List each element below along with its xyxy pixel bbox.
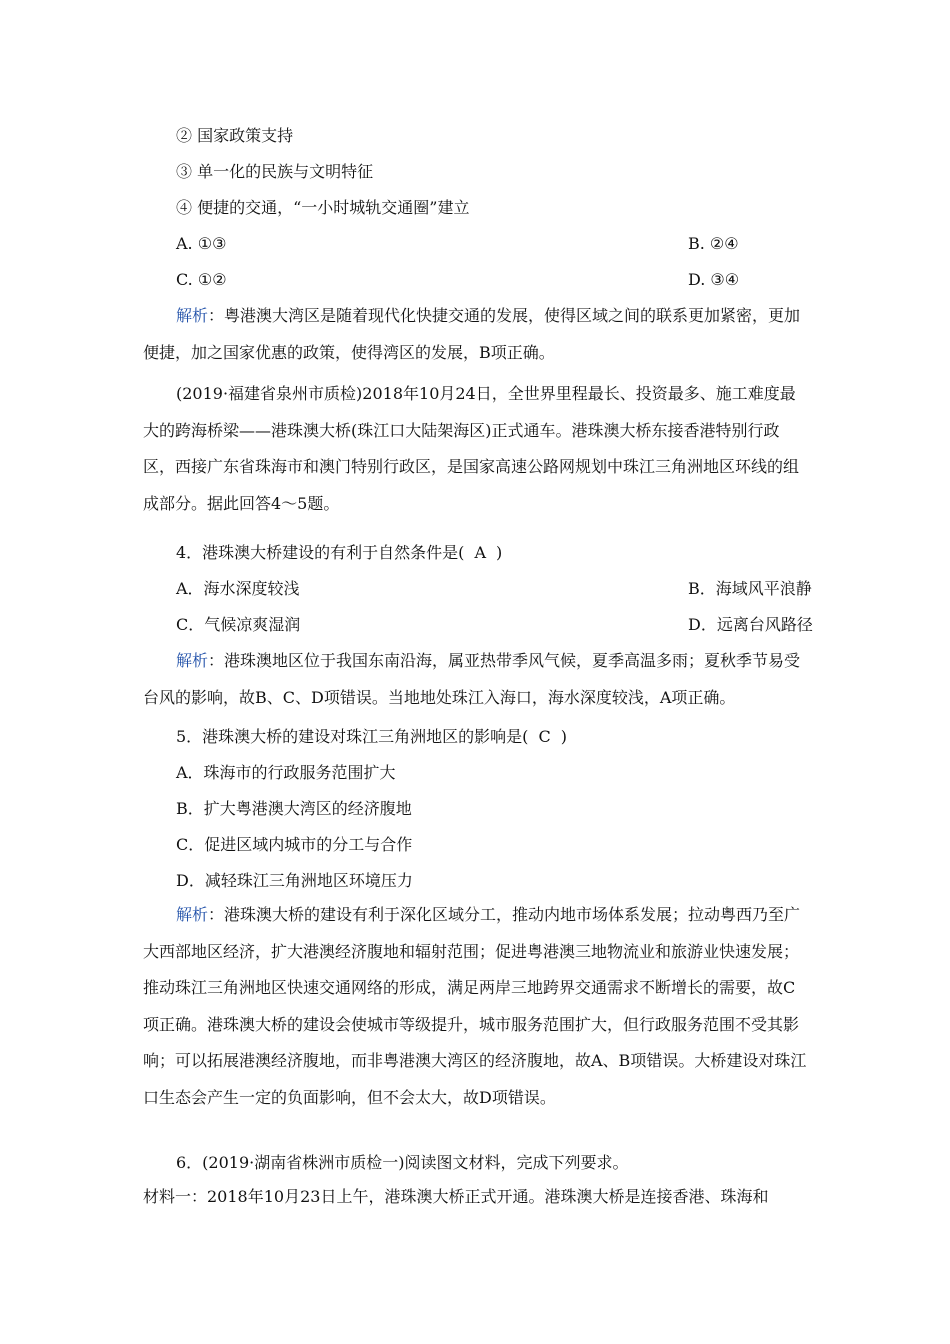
q5-stem-text: 5．港珠澳大桥的建设对珠江三角洲地区的影响是(	[176, 727, 529, 746]
q4-stem	[176, 543, 502, 563]
q5-choice-b: B．扩大粤港澳大湾区的经济腹地	[176, 799, 412, 818]
q5-choice-d: D．减轻珠江三角洲地区环境压力	[176, 871, 413, 890]
q5-stem	[176, 727, 567, 747]
q4-choice-row-2	[176, 615, 813, 635]
analysis-label: 解析	[176, 651, 209, 670]
q4-choice-row-1	[176, 579, 812, 599]
q3-option-3: ③ 单一化的民族与文明特征	[176, 162, 374, 181]
q3-option-2: ② 国家政策支持	[176, 126, 294, 145]
q6-stem: 6．(2019·湖南省株洲市质检一)阅读图文材料，完成下列要求。	[176, 1153, 629, 1172]
q5-answer: C	[538, 727, 551, 746]
q5-choice-a: A．珠海市的行政服务范围扩大	[176, 763, 396, 782]
passage-intro: (2019·福建省泉州市质检)2018年10月24日，全世界里程最长、投资最多、施工难度最大的跨海桥梁——港珠澳大桥(珠江口大陆架海区)正式通车。港珠澳大桥东接香港特别行政区，西接广东省珠海市和澳门特别行政区，是国家高速公路网规划中珠江三角洲地区环线的组成部分。据此回答4～5题。	[143, 384, 800, 513]
q4-choice-d: D．远离台风路径	[688, 615, 813, 634]
q5-stem-end: )	[560, 727, 567, 746]
q5-choice-c: C．促进区域内城市的分工与合作	[176, 835, 413, 854]
q4-answer: A	[474, 543, 486, 562]
analysis-label: 解析	[176, 905, 209, 924]
q4-stem-text: 4．港珠澳大桥建设的有利于自然条件是(	[176, 543, 465, 562]
q4-analysis-text: ：港珠澳地区位于我国东南沿海，属亚热带季风气候，夏季高温多雨；夏秋季节易受台风的影响，故B、C、D项错误。当地地处珠江入海口，海水深度较浅，A项正确。	[143, 651, 801, 707]
q3-choice-b: B. ②④	[688, 234, 739, 253]
q3-choice-row-2	[176, 270, 740, 290]
q6-material-1: 材料一：2018年10月23日上午，港珠澳大桥正式开通。港珠澳大桥是连接香港、珠海和	[143, 1187, 769, 1206]
q4-choice-a: A．海水深度较浅	[176, 579, 300, 598]
q5-analysis-text: ：港珠澳大桥的建设有利于深化区域分工，推动内地市场体系发展；拉动粤西乃至广大西部地区经济，扩大港澳经济腹地和辐射范围；促进粤港澳三地物流业和旅游业快速发展；推动珠江三角洲地区快速交通网络的形成，满足两岸三地跨界交通需求不断增长的需要，故C项正确。港珠澳大桥的建设会使城市等级提升，城市服务范围扩大，但行政服务范围不受其影响；可以拓展港澳经济腹地，而非粤港澳大湾区的经济腹地，故A、B项错误。大桥建设对珠江口生态会产生一定的负面影响，但不会太大，故D项错误。	[143, 905, 807, 1107]
q3-option-4: ④ 便捷的交通，“一小时城轨交通圈”建立	[176, 198, 470, 217]
q3-choice-a: A. ①③	[176, 234, 227, 253]
q3-choice-row-1	[176, 234, 739, 254]
analysis-label: 解析	[176, 306, 209, 325]
q5-analysis	[143, 897, 811, 1116]
q4-choice-b: B．海域风平浪静	[688, 579, 812, 598]
q3-choice-c: C. ①②	[176, 270, 227, 289]
q4-choice-c: C．气候凉爽湿润	[176, 615, 301, 634]
q4-stem-end: )	[496, 543, 503, 562]
q4-analysis	[143, 643, 811, 716]
q3-analysis	[143, 298, 811, 371]
q3-choice-d: D. ③④	[688, 270, 740, 289]
q3-analysis-text: ：粤港澳大湾区是随着现代化快捷交通的发展，使得区域之间的联系更加紧密，更加便捷，加之国家优惠的政策，使得湾区的发展，B项正确。	[143, 306, 801, 362]
